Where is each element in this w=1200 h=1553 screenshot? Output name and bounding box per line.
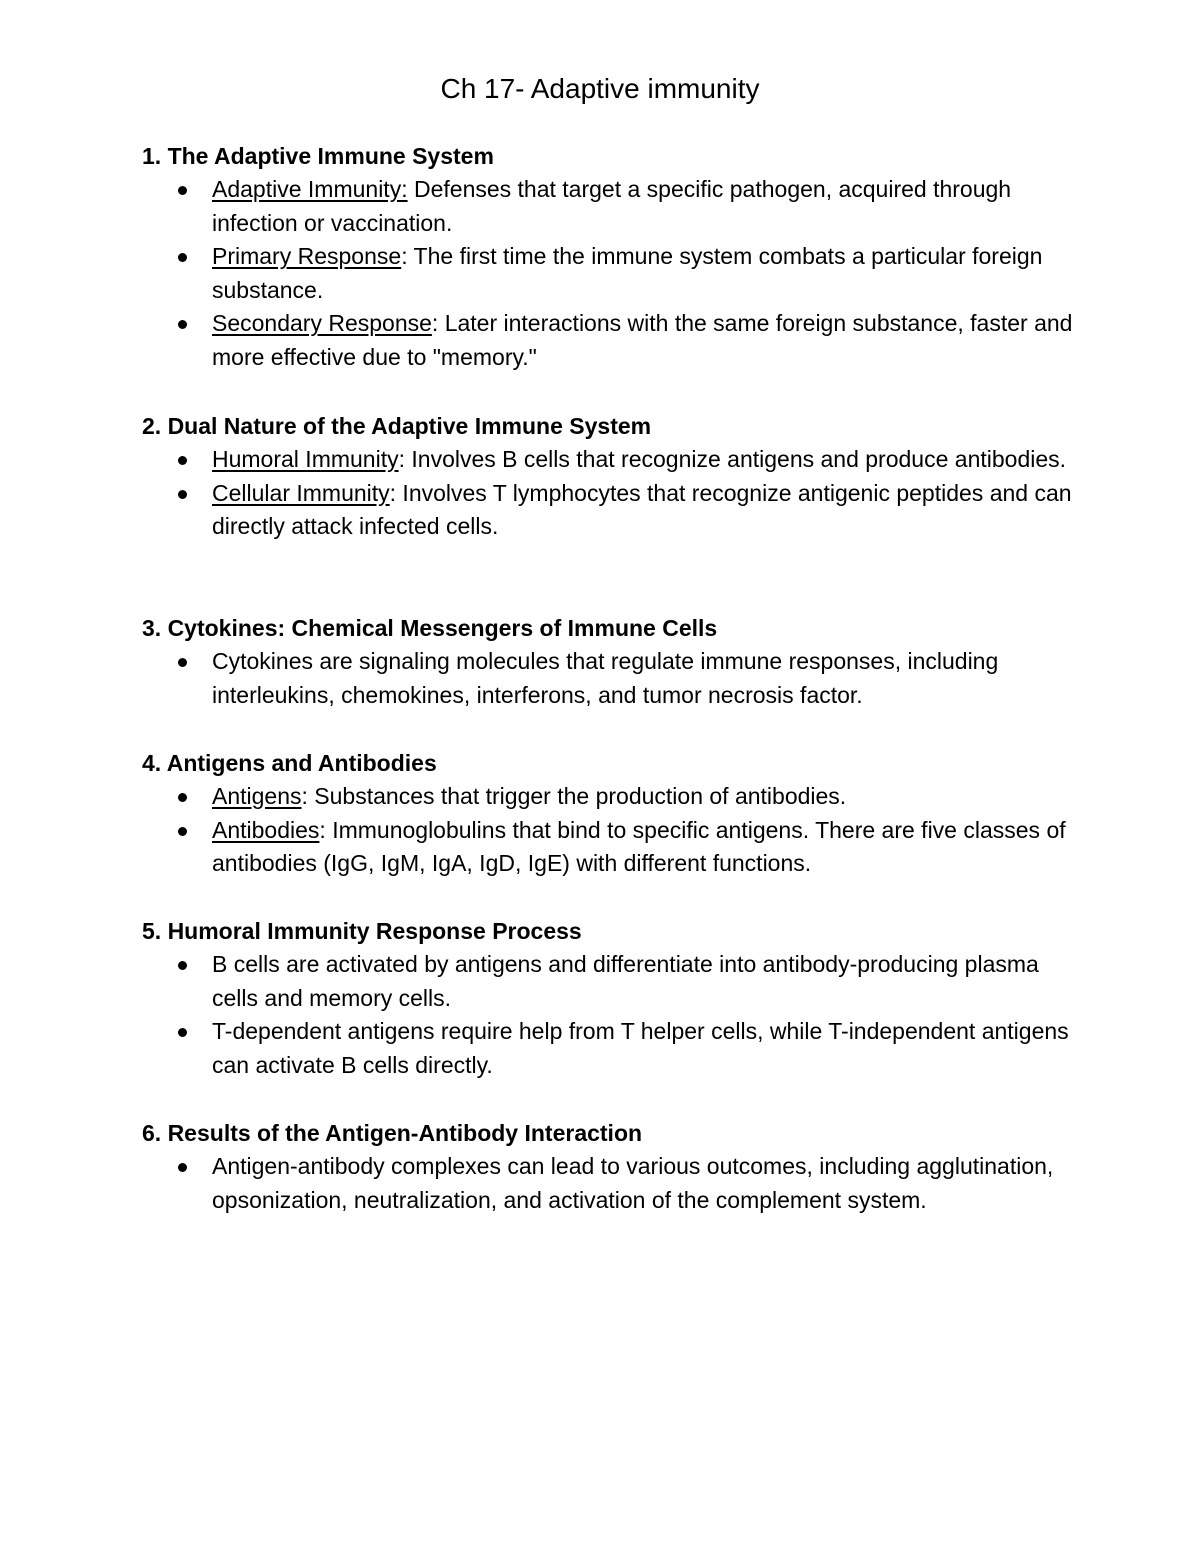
- section-antigen-antibody-results: [142, 1117, 1082, 1217]
- section-heading: 3. Cytokines: Chemical Messengers of Immune Cells: [142, 615, 718, 641]
- bullet-icon: [178, 658, 187, 667]
- bullet-icon: [178, 1028, 187, 1037]
- bullet-icon: [178, 456, 187, 465]
- section-cytokines: [142, 612, 1082, 712]
- list-item: [142, 443, 1082, 477]
- bullet-icon: [178, 253, 187, 262]
- term-label: Antibodies: [212, 816, 320, 843]
- item-text: : Later interactions with the same foreign substance, faster and more effective due to "memory.": [212, 310, 1073, 370]
- item-text: : Involves T lymphocytes that recognize antigenic peptides and can directly attack infected cells.: [212, 479, 1072, 540]
- list-item: [142, 240, 1082, 307]
- list-item: [142, 645, 1082, 712]
- list-item: [142, 307, 1082, 374]
- list-item: [142, 780, 1082, 814]
- term-label: Adaptive Immunity:: [212, 176, 408, 202]
- list-item: [142, 1015, 1082, 1082]
- item-text: Cytokines are signaling molecules that regulate immune responses, including interleukins, chemokines, interferons, and tumor necrosis factor.: [212, 648, 999, 708]
- section-antigens-antibodies: [142, 747, 1082, 881]
- term-label: Cellular Immunity: [212, 479, 390, 506]
- bullet-icon: [178, 1163, 187, 1172]
- section-dual-nature: [142, 410, 1082, 544]
- section-humoral-response: [142, 915, 1082, 1082]
- list-item: [142, 948, 1082, 1015]
- item-text: : Involves B cells that recognize antigens and produce antibodies.: [398, 446, 1067, 472]
- item-text: Antigen-antibody complexes can lead to various outcomes, including agglutination, opsonization, neutralization, and activation of the complement system.: [212, 1153, 1054, 1213]
- list-item: [142, 1150, 1082, 1217]
- list-item: [142, 477, 1082, 544]
- item-text: : Substances that trigger the production of antibodies.: [301, 783, 847, 809]
- term-label: Antigens: [212, 783, 302, 809]
- bullet-icon: [178, 186, 187, 195]
- section-heading: 4. Antigens and Antibodies: [142, 750, 437, 776]
- bullet-icon: [178, 827, 187, 836]
- bullet-icon: [178, 320, 187, 329]
- term-label: Primary Response: [212, 243, 402, 270]
- section-adaptive-immune-system: [142, 140, 1082, 375]
- section-heading: 1. The Adaptive Immune System: [142, 143, 494, 169]
- section-heading: 5. Humoral Immunity Response Process: [142, 918, 582, 944]
- page-title: Ch 17- Adaptive immunity: [440, 73, 760, 104]
- item-text: : The first time the immune system combats a particular foreign substance.: [212, 243, 1043, 303]
- bullet-icon: [178, 961, 187, 970]
- term-label: Secondary Response: [212, 310, 432, 337]
- item-text: Defenses that target a specific pathogen, acquired through infection or vaccination.: [212, 176, 1012, 236]
- term-label: Humoral Immunity: [212, 446, 399, 472]
- section-heading: 6. Results of the Antigen-Antibody Interaction: [142, 1120, 643, 1146]
- section-heading: 2. Dual Nature of the Adaptive Immune System: [142, 413, 652, 439]
- list-item: [142, 173, 1082, 240]
- item-text: : Immunoglobulins that bind to specific antigens. There are five classes of antibodies (IgG, IgM, IgA, IgD, IgE) with different functions.: [212, 816, 1066, 877]
- bullet-icon: [178, 490, 187, 499]
- list-item: [142, 814, 1082, 881]
- item-text: T-dependent antigens require help from T helper cells, while T-independent antigens can activate B cells directly.: [212, 1018, 1069, 1078]
- item-text: B cells are activated by antigens and differentiate into antibody-producing plasma cells and memory cells.: [212, 951, 1039, 1011]
- bullet-icon: [178, 793, 187, 802]
